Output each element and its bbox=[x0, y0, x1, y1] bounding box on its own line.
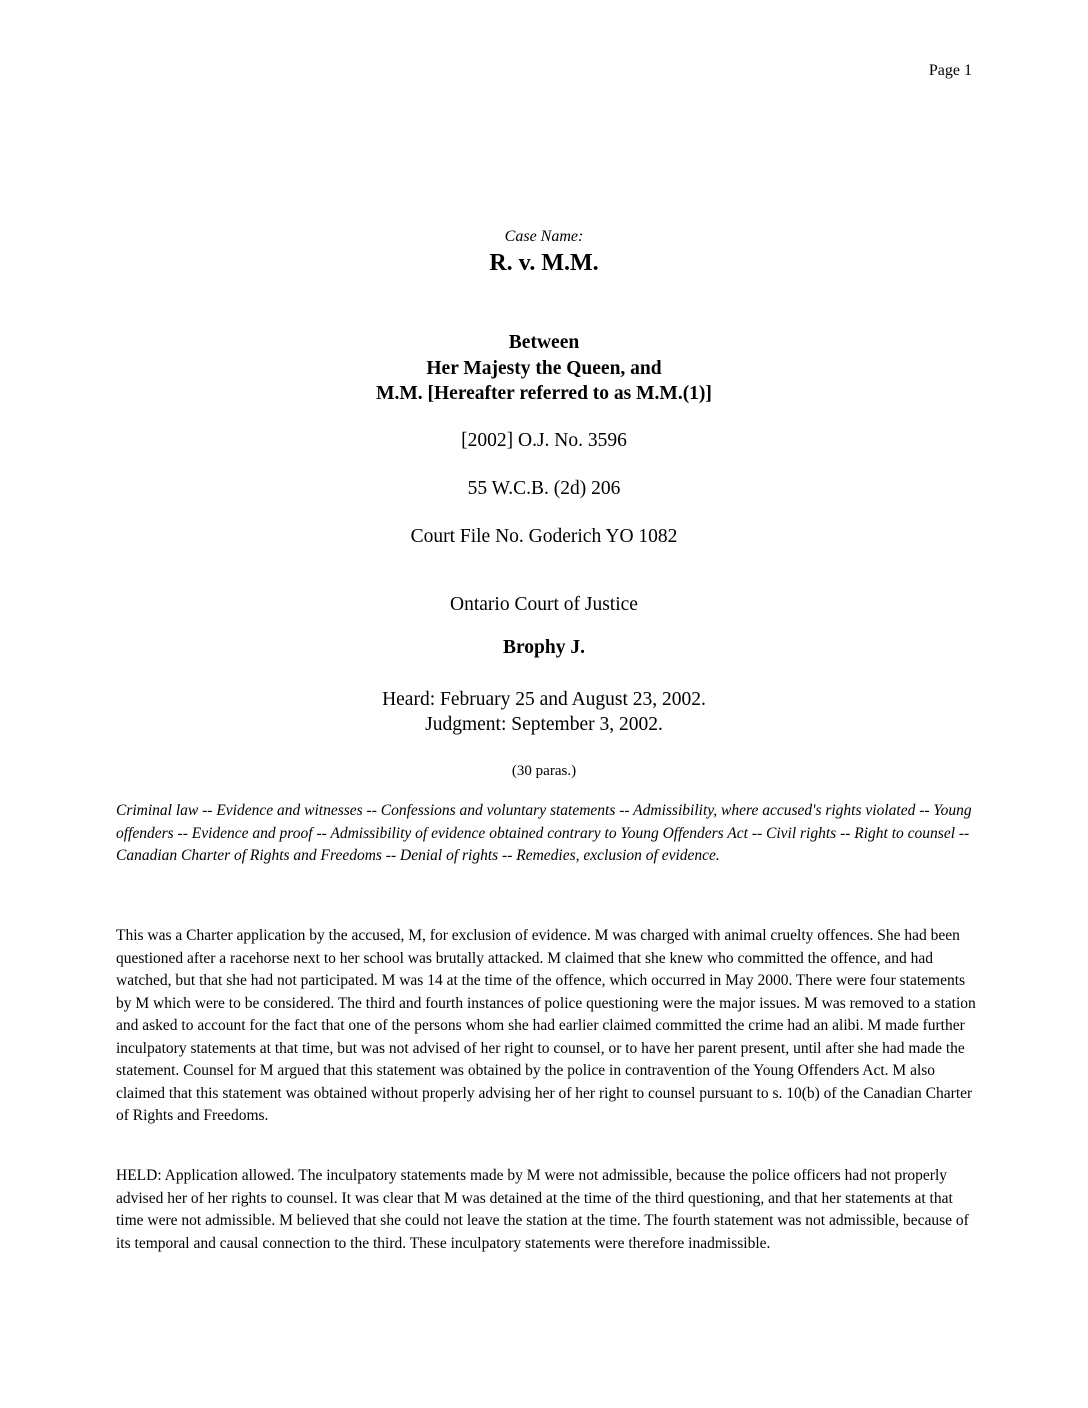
catchwords-paragraph: Criminal law -- Evidence and witnesses -- Confessions and voluntary statements -- Admissibility, where accused's rights violated -- Young offenders -- Evidence and proof -- Admissibility of evidence obtained contrary to Young Offenders Act -- Civil rights -- Right to counsel -- Canadian Charter of Rights and Freedoms -- Denial of rights -- Remedies, exclusion of evidence. bbox=[116, 802, 972, 864]
summary-paragraph: This was a Charter application by the accused, M, for exclusion of evidence. M was charged with animal cruelty offences. She had been questioned after a racehorse next to her school was brutally attacked. M claimed that she knew who committed the offence, and had watched, but that she had not participated. M was 14 at the time of the offence, which occurred in May 2000. There were four statements by M which were to be considered. The third and fourth instances of police questioning were the major issues. M was removed to a station and asked to account for the fact that one of the persons whom she had earlier claimed committed the crime had an alibi. M made further inculpatory statements at that time, but was not advised of her right to counsel, or to have her parent present, until after she had made the statement. Counsel for M argued that this statement was obtained by the police in contravention of the Young Offenders Act. M also claimed that this statement was obtained without properly advising her of her right to counsel pursuant to s. 10(b) of the Canadian Charter of Rights and Freedoms. bbox=[116, 927, 976, 1124]
judge-name: Brophy J. bbox=[503, 637, 585, 658]
wcb-citation: 55 W.C.B. (2d) 206 bbox=[467, 478, 621, 499]
parties-block bbox=[0, 330, 1088, 407]
judgment-date: Judgment: September 3, 2002. bbox=[425, 714, 663, 735]
parties-between: Between bbox=[508, 332, 580, 353]
case-title: R. v. M.M. bbox=[489, 250, 599, 276]
held-paragraph: HELD: Application allowed. The inculpatory statements made by M were not admissible, because the police officers had not properly advised her of her rights to counsel. It was clear that M was detained at the time of the third questioning, and that her statements at that time were not admissible. M believed that she could not leave the station at the time. The fourth statement was not admissible, because of its temporal and causal connection to the third. These inculpatory statements were therefore inadmissible. bbox=[116, 1167, 969, 1252]
court-file-number: Court File No. Goderich YO 1082 bbox=[410, 526, 678, 547]
heard-date: Heard: February 25 and August 23, 2002. bbox=[382, 689, 706, 710]
parties-line-1: Her Majesty the Queen, and bbox=[426, 357, 662, 379]
court-name: Ontario Court of Justice bbox=[450, 594, 638, 615]
dates-block bbox=[0, 687, 1088, 737]
parties-line-2: M.M. [Hereafter referred to as M.M.(1)] bbox=[376, 383, 712, 404]
oj-citation: [2002] O.J. No. 3596 bbox=[461, 430, 627, 451]
case-name-label: Case Name: bbox=[504, 228, 584, 245]
page-number: Page 1 bbox=[928, 62, 972, 79]
paragraph-count: (30 paras.) bbox=[511, 763, 577, 779]
